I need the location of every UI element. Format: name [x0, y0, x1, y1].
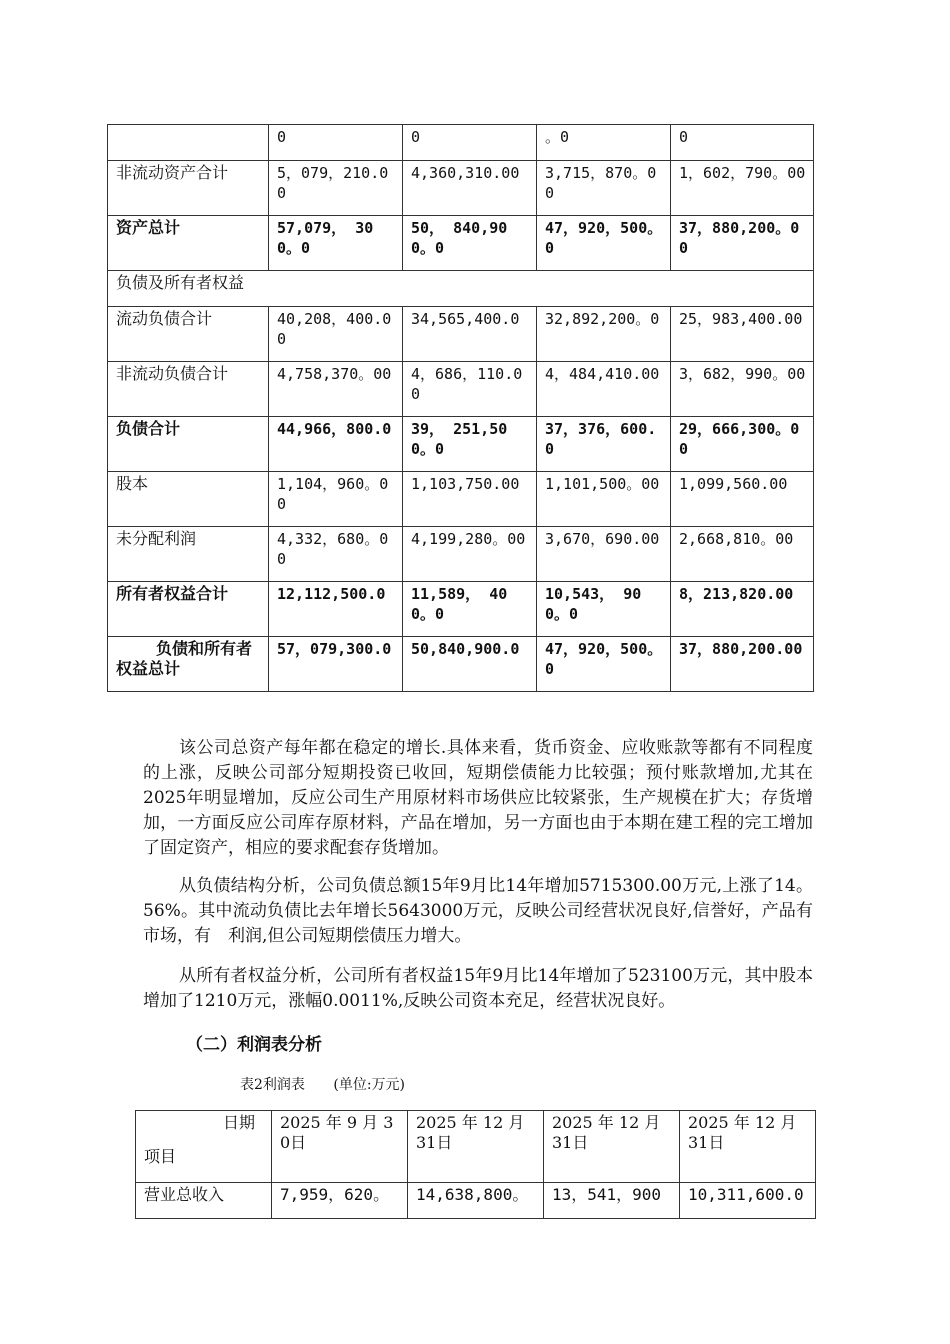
section-label: 负债及所有者权益 — [108, 271, 814, 307]
table-row — [108, 527, 814, 582]
caption-title: 表2利润表 — [240, 1077, 305, 1093]
row-label: 负债合计 — [108, 417, 269, 472]
row-label: 负债和所有者权益总计 — [108, 637, 269, 692]
row-label: 资产总计 — [108, 216, 269, 271]
table-caption — [240, 1074, 429, 1094]
section-row — [108, 271, 814, 307]
row-cell: 4,758,370。00 — [269, 362, 403, 417]
row-cell: 3,715，870。00 — [537, 161, 671, 216]
table-row — [108, 637, 814, 692]
header-col-4: 2025 年 12 月 31日 — [680, 1111, 816, 1183]
table-row — [108, 362, 814, 417]
row-cell: 1,101,500。00 — [537, 472, 671, 527]
row-cell: 1,104，960。00 — [269, 472, 403, 527]
row-label — [108, 125, 269, 161]
table-row — [108, 417, 814, 472]
row-cell: 0 — [671, 125, 814, 161]
row-cell: 12,112,500.0 — [269, 582, 403, 637]
row-label: 流动负债合计 — [108, 307, 269, 362]
table-row — [108, 125, 814, 161]
row-cell: 39， 251,500。0 — [403, 417, 537, 472]
row-label: 股本 — [108, 472, 269, 527]
row-cell: 。0 — [537, 125, 671, 161]
row-cell: 40,208，400.00 — [269, 307, 403, 362]
section-heading: （二）利润表分析 — [186, 1035, 322, 1055]
caption-unit: (单位:万元) — [333, 1077, 406, 1093]
row-cell: 32,892,200。0 — [537, 307, 671, 362]
row-cell: 37，376，600.0 — [537, 417, 671, 472]
row-cell: 44,966，800.0 — [269, 417, 403, 472]
row-cell: 5，079，210.00 — [269, 161, 403, 216]
row-cell: 4，686，110.00 — [403, 362, 537, 417]
row-cell: 0 — [269, 125, 403, 161]
row-cell: 34,565,400.0 — [403, 307, 537, 362]
row-cell: 4,199,280。00 — [403, 527, 537, 582]
income-header-row — [136, 1111, 816, 1183]
row-label: 非流动资产合计 — [108, 161, 269, 216]
row-cell: 11,589， 400。0 — [403, 582, 537, 637]
income-statement-table — [135, 1110, 816, 1219]
row-cell: 1，602，790。00 — [671, 161, 814, 216]
row-cell: 4，484,410.00 — [537, 362, 671, 417]
row-cell: 25，983,400.00 — [671, 307, 814, 362]
row-label: 营业总收入 — [136, 1183, 272, 1219]
row-cell: 37，880,200。00 — [671, 216, 814, 271]
row-label: 非流动负债合计 — [108, 362, 269, 417]
row-cell: 13，541，900 — [544, 1183, 680, 1219]
row-cell: 57，079,300.0 — [269, 637, 403, 692]
row-cell: 4,360,310.00 — [403, 161, 537, 216]
row-label: 未分配利润 — [108, 527, 269, 582]
row-cell: 3，682，990。00 — [671, 362, 814, 417]
row-cell: 50， 840,900。0 — [403, 216, 537, 271]
row-cell: 1,103,750.00 — [403, 472, 537, 527]
row-cell: 3,670，690.00 — [537, 527, 671, 582]
header-corner-cell — [136, 1111, 272, 1183]
header-date: 日期 — [222, 1113, 255, 1132]
row-label: 所有者权益合计 — [108, 582, 269, 637]
row-cell: 10,311,600.0 — [680, 1183, 816, 1219]
table-row — [108, 161, 814, 216]
header-col-2: 2025 年 12 月 31日 — [408, 1111, 544, 1183]
row-cell: 7,959，620。 — [272, 1183, 408, 1219]
table-row — [108, 582, 814, 637]
row-cell: 0 — [403, 125, 537, 161]
row-cell: 2,668,810。00 — [671, 527, 814, 582]
row-cell: 4,332，680。00 — [269, 527, 403, 582]
paragraph-equity: 从所有者权益分析，公司所有者权益15年9月比14年增加了523100万元，其中股本增加了1210万元，涨幅0.0011%,反映公司资本充足，经营状况良好。 — [143, 966, 813, 1011]
row-cell: 50,840,900.0 — [403, 637, 537, 692]
table-row — [108, 472, 814, 527]
table-row — [108, 307, 814, 362]
table-row — [108, 216, 814, 271]
row-cell: 47，920，500。0 — [537, 216, 671, 271]
row-cell: 1,099,560.00 — [671, 472, 814, 527]
header-col-3: 2025 年 12 月 31日 — [544, 1111, 680, 1183]
row-cell: 47，920，500。0 — [537, 637, 671, 692]
row-cell: 14,638,800。 — [408, 1183, 544, 1219]
row-cell: 8，213,820.00 — [671, 582, 814, 637]
row-cell: 57,079， 300。0 — [269, 216, 403, 271]
row-cell: 10,543， 900。0 — [537, 582, 671, 637]
header-item: 项目 — [144, 1147, 177, 1166]
paragraph-assets: 该公司总资产每年都在稳定的增长.具体来看，货币资金、应收账款等都有不同程度的上涨，反映公司部分短期投资已收回，短期偿债能力比较强；预付账款增加,尤其在2025年明显增加，反应公司生产用原材料市场供应比较紧张，生产规模在扩大；存货增加，一方面反应公司库存原材料，产品在增加，另一方面也由于本期在建工程的完工增加了固定资产，相应的要求配套存货增加。 — [143, 738, 813, 858]
header-col-1: 2025 年 9 月 30日 — [272, 1111, 408, 1183]
paragraph-liabilities: 从负债结构分析，公司负债总额15年9月比14年增加5715300.00万元,上涨了14。56%。其中流动负债比去年增长5643000万元，反映公司经营状况良好,信誉好，产品有市场，有 利润,但公司短期偿债压力增大。 — [143, 876, 813, 946]
row-cell: 29，666,300。00 — [671, 417, 814, 472]
row-cell: 37，880,200.00 — [671, 637, 814, 692]
table-row — [136, 1183, 816, 1219]
balance-sheet-table — [107, 124, 814, 692]
